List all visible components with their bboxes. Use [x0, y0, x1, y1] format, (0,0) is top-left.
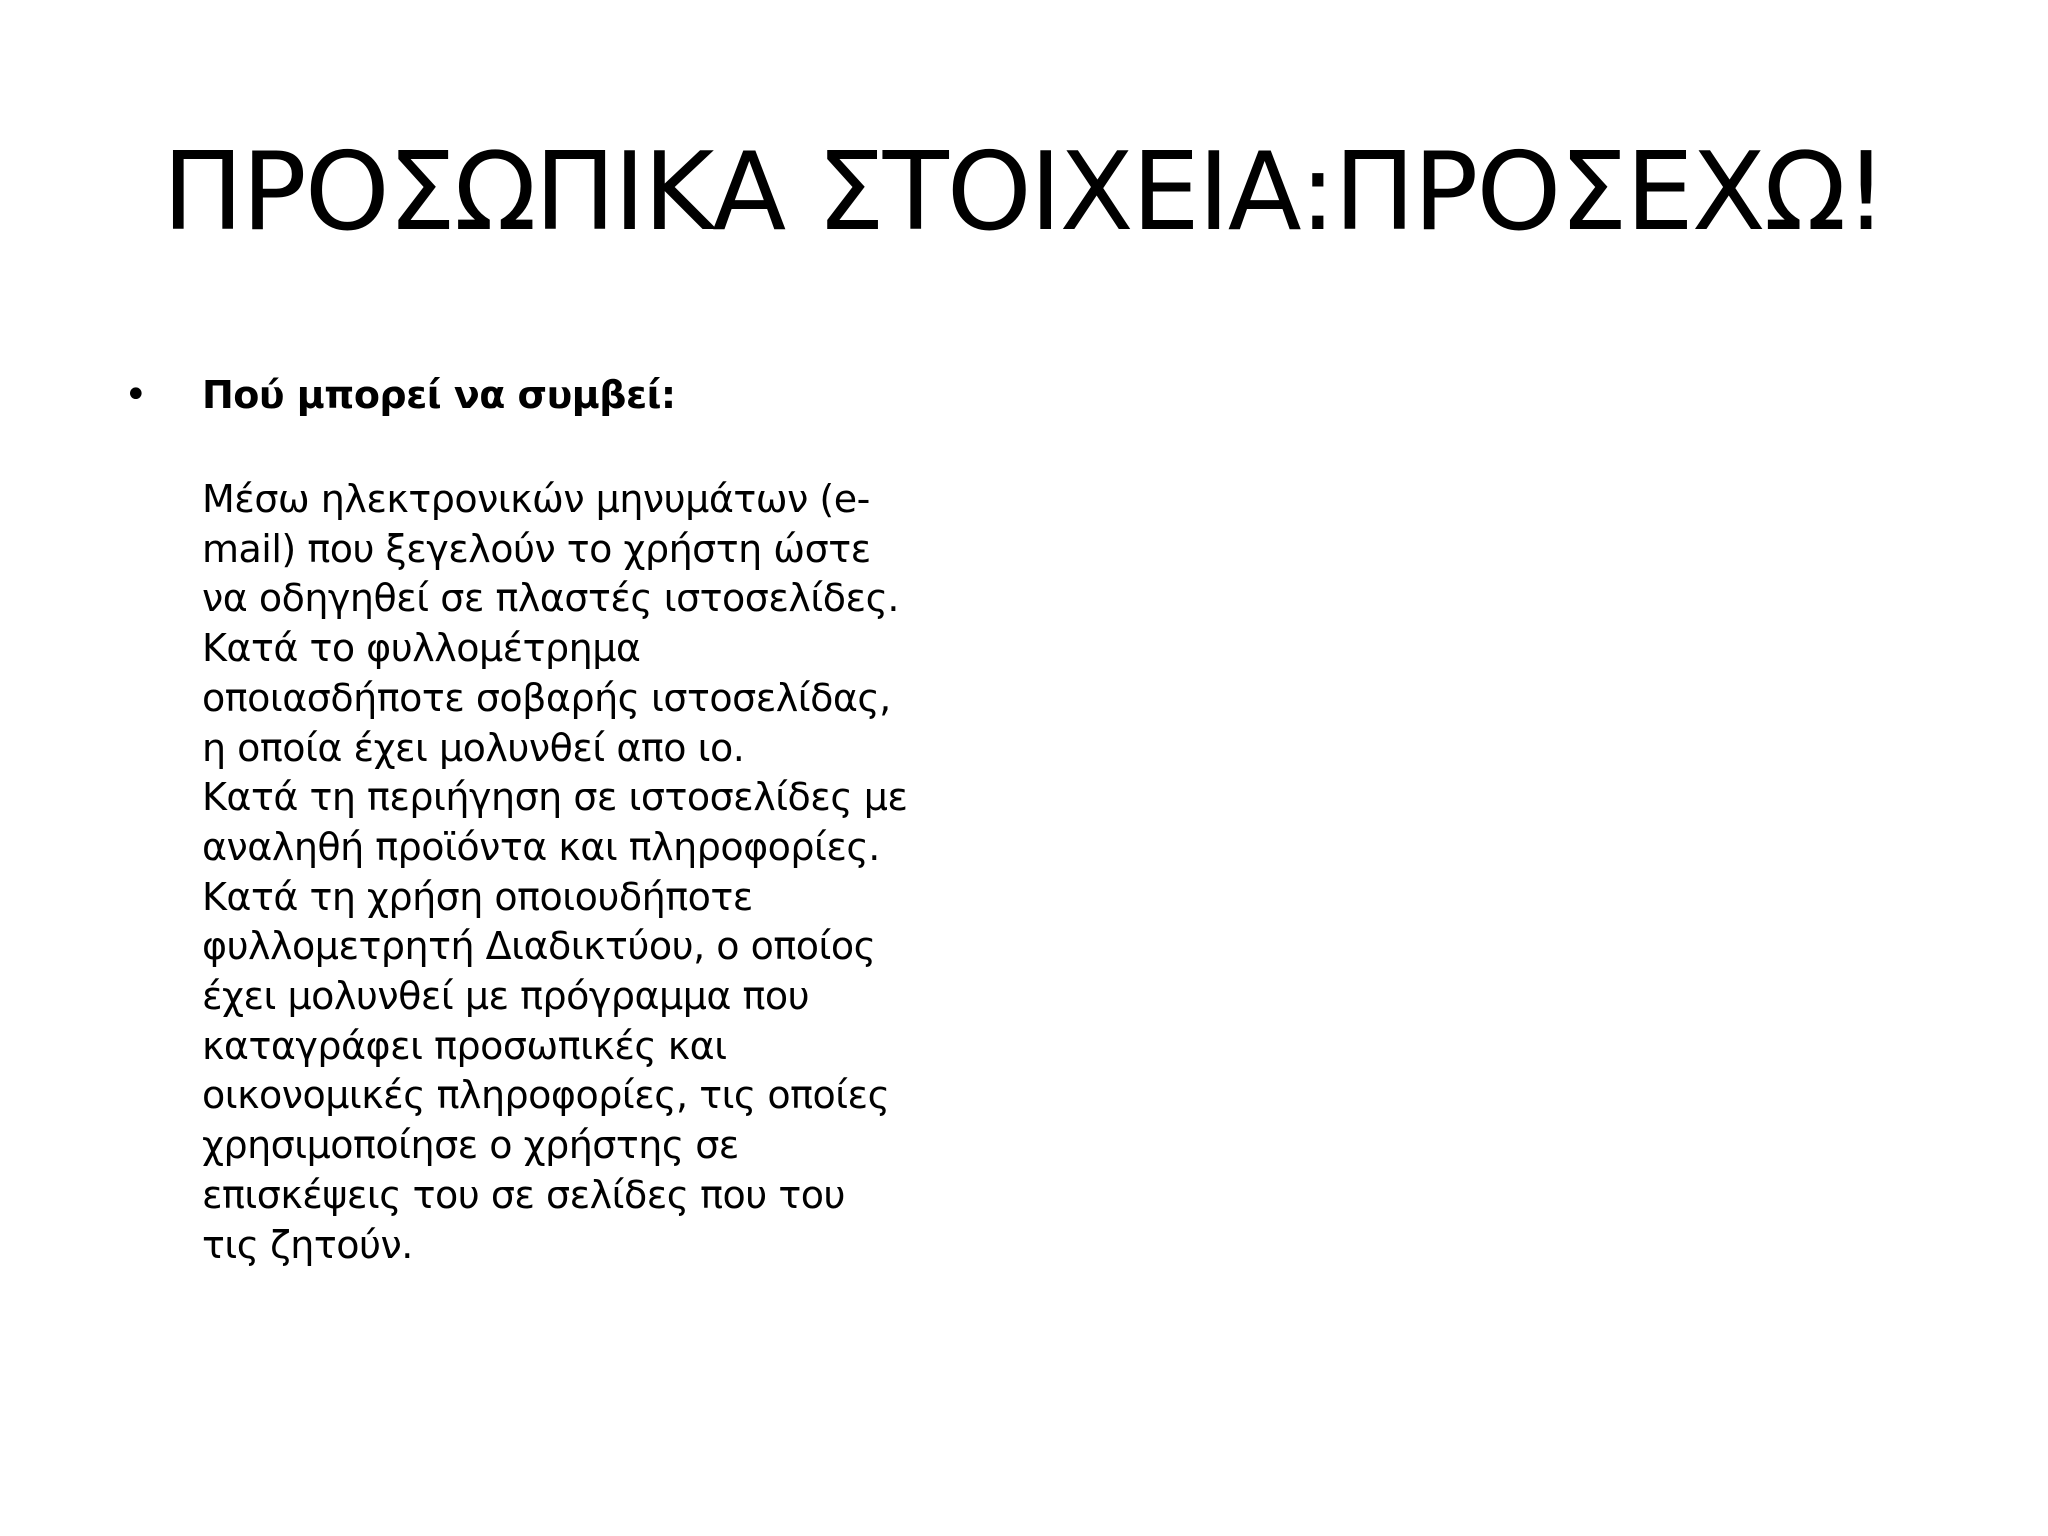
body-line: οποιασδήποτε σοβαρής ιστοσελίδας,: [202, 675, 891, 720]
body-line: mail) που ξεγελούν το χρήστη ώστε: [202, 526, 871, 571]
slide-title: ΠΡΟΣΩΠΙΚΑ ΣΤΟΙΧΕΙΑ:ΠΡΟΣΕΧΩ!: [162, 130, 1886, 255]
body-line: καταγράφει προσωπικές και: [202, 1023, 727, 1068]
body-line: Κατά το φυλλομέτρημα: [202, 626, 641, 671]
body-line: επισκέψεις του σε σελίδες που του: [202, 1172, 845, 1217]
body-line: φυλλομετρητή Διαδικτύου, ο οποίος: [202, 924, 876, 969]
body-line: Κατά τη χρήση οποιουδήποτε: [202, 874, 753, 919]
body-line: οικονομικές πληροφορίες, τις οποίες: [202, 1073, 890, 1118]
body-line: έχει μολυνθεί με πρόγραμμα που: [202, 974, 810, 1019]
body-line: χρησιμοποίησε ο χρήστης σε: [202, 1123, 739, 1168]
body-line: Κατά τη περιήγηση σε ιστοσελίδες με: [202, 775, 908, 820]
body-line: Μέσω ηλεκτρονικών μηνυμάτων (e-: [202, 477, 870, 521]
body-line: να οδηγηθεί σε πλαστές ιστοσελίδες.: [202, 576, 899, 621]
body-line: αναληθή προϊόντα και πληροφορίες.: [202, 824, 880, 869]
body-line: η οποία έχει μολυνθεί απο ιο.: [202, 725, 745, 770]
body-line: τις ζητούν.: [202, 1222, 413, 1267]
bullet-body: [202, 475, 1062, 1270]
bullet-heading: Πού μπορεί να συμβεί:: [202, 373, 676, 417]
bullet-marker: •: [124, 372, 148, 418]
